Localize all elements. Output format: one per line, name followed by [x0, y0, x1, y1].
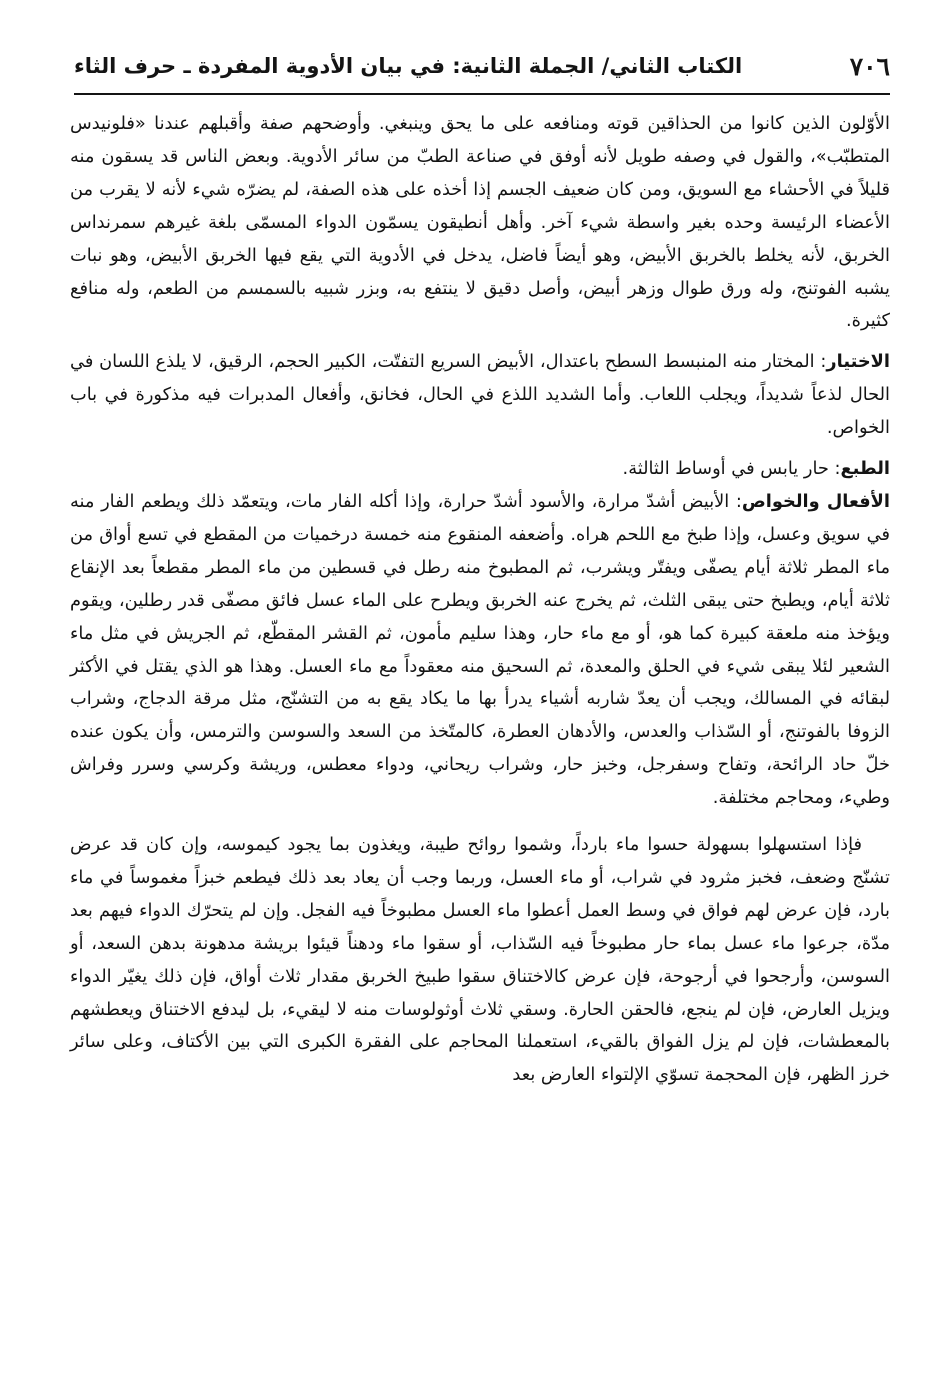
paragraph-text: الأوّلون الذين كانوا من الحذاقين قوته ومنافعه على ما يحق وينبغي. وأوضحهم صفة وأقبلهم عندنا «فلونيدس المتطبّب»، والقول في وصفه طويل لأنه أوفق في صناعة الطبّ من سائر الأدوية. وبعض الناس قد يسقون منه قليلاً في الأحشاء مع السويق، ومن كان ضعيف الجسم إذا أخذه على هذه الصفة، لم يضرّه شيء لأنه لا يقرب من الأعضاء الرئيسة وحده بغير واسطة شيء آخر. وأهل أنطيقون يسمّون الدواء المسمّى بلغة غيرهم سمرنداس الخربق، لأنه يخلط بالخربق الأبيض، وهو أيضاً فاضل، يدخل في الأدوية التي يقع فيها الخربق الأبيض، وهو نبات يشبه الفوتنج، وله ورق طوال وزهر أبيض، وأصل دقيق لا ينتفع به، وبزر شبيه بالسمسم من الطعم، وله منافع كثيرة.: [70, 113, 890, 332]
paragraph-text: : الأبيض أشدّ مرارة، والأسود أشدّ حرارة، وإذا أكله الفار مات، ويتعمّد ذلك ويطعم الفار منه في سويق وعسل، وإذا طبخ مع اللحم هراه. وأضعفه المنقوع منه خمسة درخميات من المقطع في تسع أواق من ماء المطر ثلاثة أيام يصفّى ويفتّر ويشرب، ثم المطبوخ منه رطل في قسطين من ماء المطر مقطعاً بعد الإنقاع ثلاثة أيام، ويطبخ حتى يبقى الثلث، ثم يخرج عنه الخربق ويطرح على الماء عسل فائق مصفّى قدر رطلين، ويقوم ويؤخذ منه ملعقة كبيرة كما هو، أو مع ماء حار، وهذا سليم مأمون، ثم القشر المقطّع، ثم الجريش في مثل ماء الشعير لئلا يبقى شيء في الحلق والمعدة، ثم السحيق منه معقوداً مع ماء العسل. وهذا هو الذي يقتل في الأكثر لبقائه في المسالك، ويجب أن يعدّ شاربه أشياء يدرأ بها ما يكاد يقع به من التشنّج، مثل مرقة الدجاج، وشراب الزوفا بالفوتنج، أو السّذاب والعدس، والأدهان العطرة، كالمتّخذ من السعد والسوسن والترمس، وأن يكون عنده خلّ حاد الرائحة، وتفاح وسفرجل، وخبز حار، وشراب ريحاني، ودواء معطس، وريشة وكرسي وسرر وفراش وطيء، ومحاجم مختلفة.: [70, 490, 890, 809]
page-header: [74, 42, 890, 90]
paragraph-term: الأفعال والخواص: [741, 490, 890, 512]
paragraph-term: الاختيار: [826, 351, 890, 373]
header-rule: [74, 93, 890, 95]
paragraph-text: فإذا استسهلوا بسهولة حسوا ماء بارداً، وشموا روائح طيبة، ويغذون بما يجود كيموسه، وإن كان قد عرض تشنّج وضعف، فخبز مثرود في شراب، أو ماء العسل، وربما وجب أن يعاد بعد ذلك فيطعم خبزاً مغموساً في ماء بارد، فإن عرض لهم فواق في وسط العمل أعطوا ماء العسل مطبوخاً فيه الفجل. وإن لم يتحرّك الدواء فيهم بعد مدّة، جرعوا ماء عسل بماء حار مطبوخاً فيه السّذاب، أو سقوا ماء ودهناً قيئوا بريشة مدهونة بدهن السعد، أو السوسن، وأرجحوا في أرجوحة، فإن عرض كالاختناق سقوا طبيخ الخربق مقدار ثلاث أواق، فإن ذلك يغيّر الدواء ويزيل العارض، فإن لم ينجع، فالحقن الحارة. وسقي ثلاث أوثولوسات منه لا ليقيء، بل ليدفع الاختناق ويعطشهم بالمعطشات، فإن لم يزل الفواق بالقيء، استعملنا المحاجم على الفقرة الكبرى التي بين الأكتاف، وعلى سائر خرز الظهر، فإن المحجمة تسوّي الإلتواء العارض بعد: [70, 834, 890, 1086]
paragraph-treatment: [70, 829, 890, 1092]
page-body: [70, 108, 890, 1344]
paragraph-actions: [70, 486, 890, 815]
paragraph-selection: [70, 346, 890, 445]
paragraph-text: : حار يابس في أوساط الثالثة.: [622, 458, 841, 480]
paragraph-term: الطبع: [840, 458, 890, 480]
paragraph-intro: [70, 108, 890, 338]
page-number: ٧٠٦: [849, 51, 890, 81]
paragraph-nature: [70, 453, 890, 486]
running-title: الكتاب الثاني/ الجملة الثانية: في بيان الأدوية المفردة ـ حرف الثاء: [74, 54, 743, 78]
paragraph-text: : المختار منه المنبسط السطح باعتدال، الأبيض السريع التفتّت، الكبير الحجم، الرقيق، لا يلذع اللسان في الحال لذعاً شديداً، ويجلب اللعاب. وأما الشديد اللذع في الحال، فخانق، وأفعال المدبرات فيه مذكورة في باب الخواص.: [70, 351, 890, 439]
